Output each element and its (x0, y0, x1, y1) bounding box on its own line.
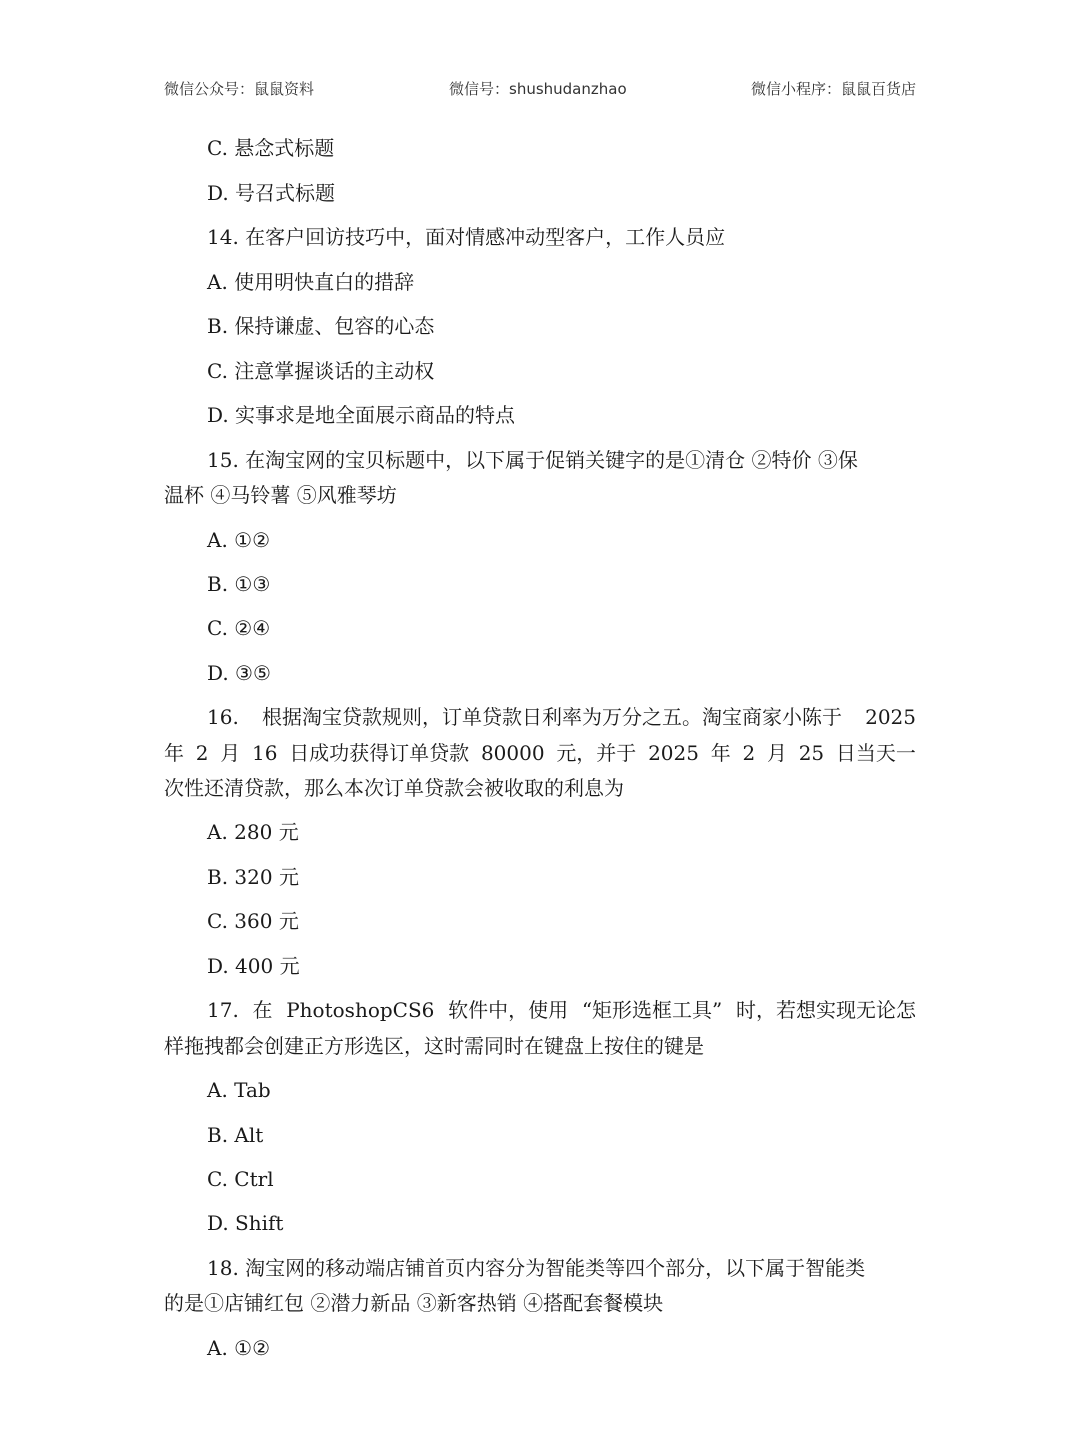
q16-stem-line2 (164, 740, 916, 766)
q16-line2-word: 25 (798, 741, 825, 765)
header-wechat-mini-program: 微信小程序：鼠鼠百货店 (750, 80, 916, 98)
q14-stem: 14. 在客户回访技巧中，面对情感冲动型客户，工作人员应 (207, 225, 726, 249)
header-wechat-id: 微信号：shushudanzhao (449, 80, 627, 98)
q17-option-a: A. Tab (207, 1078, 271, 1102)
q16-option-d: D. 400 元 (207, 954, 300, 978)
q15-option-b: B. ①③ (207, 572, 271, 596)
q16-stem-line3: 次性还清贷款，那么本次订单贷款会被收取的利息为 (164, 776, 624, 800)
q16-line2-word: 月 (220, 741, 241, 765)
q17-option-c: C. Ctrl (207, 1167, 274, 1191)
q13-option-c: C. 悬念式标题 (207, 136, 335, 160)
q14-option-b: B. 保持谦虚、包容的心态 (207, 314, 435, 338)
q15-option-d: D. ③⑤ (207, 661, 271, 685)
q16-option-c: C. 360 元 (207, 909, 299, 933)
q14-option-c: C. 注意掌握谈话的主动权 (207, 359, 435, 383)
q16-line2-word: 年 (710, 741, 731, 765)
q16-option-b: B. 320 元 (207, 865, 299, 889)
q15-option-a: A. ①② (207, 528, 271, 552)
q16-line2-word: 16 (251, 741, 278, 765)
q16-line2-word: 2025 (648, 741, 699, 765)
q17-option-d: D. Shift (207, 1211, 284, 1235)
q17-option-b: B. Alt (207, 1123, 264, 1147)
q17-line1-word: 时，若想实现无论怎 (735, 998, 916, 1022)
q18-option-a: A. ①② (207, 1336, 271, 1360)
q13-option-d: D. 号召式标题 (207, 181, 336, 205)
q16-line2-word: 年 (164, 741, 184, 765)
q16-line1-word: 16. (207, 705, 239, 729)
q16-line2-word: 日当天一 (835, 741, 916, 765)
q16-line2-word: 日成功获得订单贷款 (289, 741, 470, 765)
q17-line1-word: 在 (252, 998, 273, 1022)
q14-option-a: A. 使用明快直白的措辞 (207, 270, 415, 294)
q14-option-d: D. 实事求是地全面展示商品的特点 (207, 403, 516, 427)
q16-line2-word: 2 (742, 741, 756, 765)
q17-line1-word: 软件中，使用 (448, 998, 569, 1022)
q15-stem-line2: 温杯 ④马铃薯 ⑤风雅琴坊 (164, 483, 397, 507)
q18-stem-line1: 18. 淘宝网的移动端店铺首页内容分为智能类等四个部分，以下属于智能类 (207, 1256, 866, 1280)
header-wechat-official-account: 微信公众号：鼠鼠资料 (164, 80, 315, 98)
q16-line2-word: 元，并于 (556, 741, 637, 765)
q17-line1-word: PhotoshopCS6 (286, 998, 435, 1022)
q16-line2-word: 80000 (480, 741, 545, 765)
q17-line1-word: “矩形选框工具” (581, 998, 723, 1022)
q16-stem-line1 (207, 704, 916, 730)
q16-option-a: A. 280 元 (207, 820, 299, 844)
q16-line1-word: 根据淘宝贷款规则，订单贷款日利率为万分之五。淘宝商家小陈于 (261, 705, 842, 729)
q15-option-c: C. ②④ (207, 616, 271, 640)
q17-line1-word: 17. (207, 998, 239, 1022)
q17-stem-line1 (207, 997, 916, 1023)
q15-stem-line1: 15. 在淘宝网的宝贝标题中，以下属于促销关键字的是①清仓 ②特价 ③保 (207, 448, 858, 472)
q16-line2-word: 月 (766, 741, 787, 765)
q17-stem-line2: 样拖拽都会创建正方形选区，这时需同时在键盘上按住的键是 (164, 1034, 704, 1058)
q16-line2-word: 2 (195, 741, 209, 765)
q18-stem-line2: 的是①店铺红包 ②潜力新品 ③新客热销 ④搭配套餐模块 (164, 1291, 664, 1315)
q16-line1-word: 2025 (865, 705, 916, 729)
